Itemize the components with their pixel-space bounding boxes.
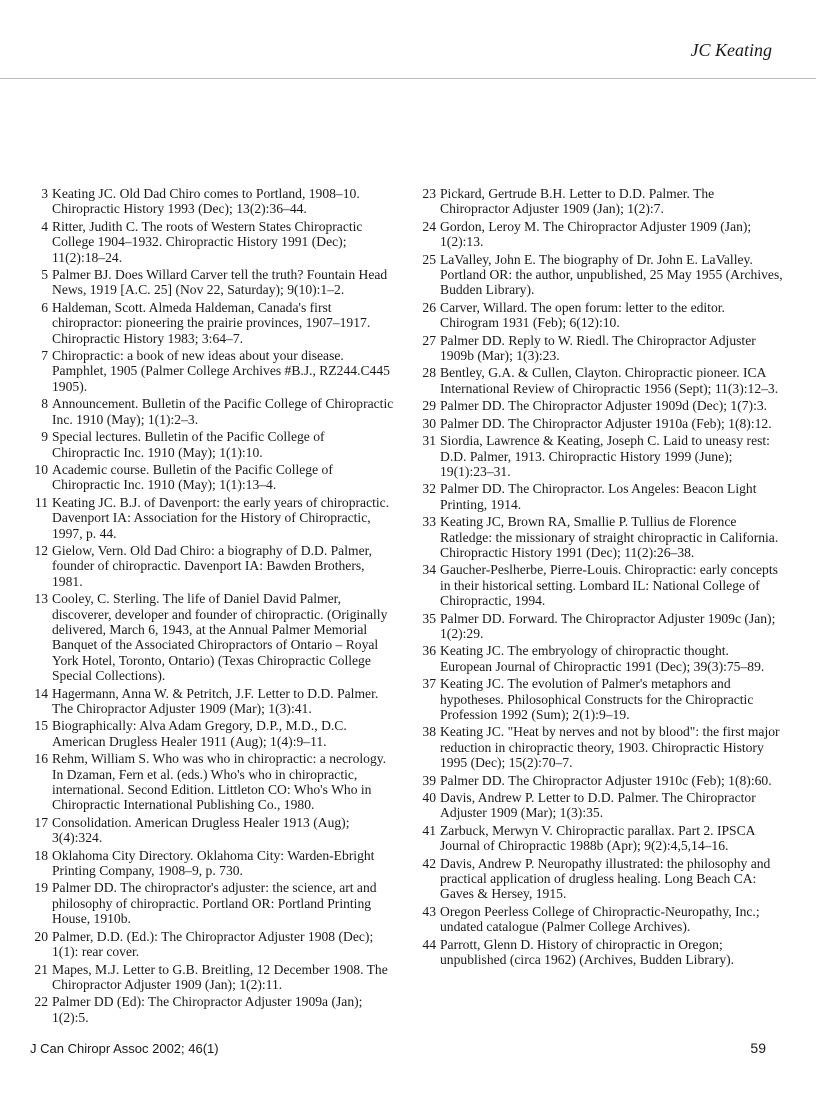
reference-number: 43 — [422, 903, 436, 919]
reference-text: Announcement. Bulletin of the Pacific College of Chiropractic Inc. 1910 (May); 1(1):2–3. — [52, 396, 394, 427]
reference-item — [418, 365, 784, 396]
references-right-column — [418, 186, 784, 970]
reference-item — [418, 937, 784, 968]
reference-text: Davis, Andrew P. Neuropathy illustrated: the philosophy and practical application of drugless healing. Long Beach CA: Gaves & Hersey, 1915. — [440, 855, 771, 902]
reference-item — [30, 429, 394, 460]
references-left-column — [30, 186, 394, 1027]
reference-number: 5 — [41, 267, 48, 283]
reference-text: Siordia, Lawrence & Keating, Joseph C. Laid to uneasy rest: D.D. Palmer, 1913. Chiropractic History 1999 (June); 19(1):23–31. — [440, 433, 770, 479]
reference-number: 11 — [34, 494, 48, 510]
reference-item — [418, 724, 784, 770]
reference-number: 21 — [34, 961, 48, 977]
reference-item — [30, 396, 394, 427]
reference-item — [30, 815, 394, 846]
reference-number: 10 — [34, 461, 48, 477]
reference-text: Davis, Andrew P. Letter to D.D. Palmer. The Chiropractor Adjuster 1909 (Mar); 1(3):35. — [440, 790, 756, 821]
reference-item — [418, 300, 784, 331]
reference-number: 32 — [422, 481, 436, 497]
reference-item — [418, 773, 784, 788]
reference-item — [418, 219, 784, 250]
reference-number: 13 — [34, 591, 48, 607]
reference-text: Cooley, C. Sterling. The life of Daniel David Palmer, discoverer, developer and founder of chiropractic. (Originally delivered, March 6, 1943, at the Annual Palmer Memorial Banquet of the Associated Chiropractors of Ontario – Royal York Hotel, Toronto, Ontario) (Texas Chiropractic College Special Collections). — [52, 591, 388, 684]
reference-text: Palmer DD. Reply to W. Riedl. The Chiropractor Adjuster 1909b (Mar); 1(3):23. — [440, 332, 756, 364]
reference-text: Keating JC. Old Dad Chiro comes to Portland, 1908–10. Chiropractic History 1993 (Dec); 13(2):36–44. — [52, 186, 360, 217]
reference-text: Palmer DD. The Chiropractor Adjuster 1910c (Feb); 1(8):60. — [440, 772, 772, 788]
reference-item — [30, 962, 394, 993]
reference-text: Palmer DD. The Chiropractor. Los Angeles: Beacon Light Printing, 1914. — [440, 481, 757, 512]
reference-item — [30, 462, 394, 493]
reference-text: Palmer DD. The Chiropractor Adjuster 1909d (Dec); 1(7):3. — [440, 398, 768, 414]
reference-number: 12 — [34, 542, 48, 558]
reference-item — [418, 481, 784, 512]
reference-item — [418, 416, 784, 431]
reference-number: 16 — [34, 751, 48, 767]
reference-text: Academic course. Bulletin of the Pacific College of Chiropractic Inc. 1910 (May); 1(1):13–4. — [52, 461, 333, 493]
reference-item — [30, 300, 394, 346]
reference-text: Biographically: Alva Adam Gregory, D.P., M.D., D.C. American Drugless Healer 1911 (Aug); 1(4):9–11. — [52, 718, 347, 749]
reference-item — [418, 433, 784, 479]
reference-number: 44 — [422, 936, 436, 952]
reference-item — [30, 929, 394, 960]
reference-item — [30, 880, 394, 926]
reference-text: Keating JC, Brown RA, Smallie P. Tullius de Florence Ratledge: the missionary of straight chiropractic in California. Chiropractic History 1991 (Dec); 11(2):26–38. — [440, 514, 779, 560]
reference-text: Carver, Willard. The open forum: letter to the editor. Chirogram 1931 (Feb); 6(12):10. — [440, 299, 725, 331]
reference-item — [30, 495, 394, 541]
reference-number: 14 — [34, 685, 48, 701]
reference-number: 26 — [422, 299, 436, 315]
reference-text: Keating JC. The evolution of Palmer's metaphors and hypotheses. Philosophical Constructs for the Chiropractic Profession 1992 (Sum); 2(1):9–19. — [440, 676, 754, 722]
reference-number: 37 — [422, 676, 436, 692]
reference-text: Ritter, Judith C. The roots of Western States Chiropractic College 1904–1932. Chiropractic History 1991 (Dec); 11(2):18–24. — [52, 218, 363, 265]
reference-text: Consolidation. American Drugless Healer 1913 (Aug); 3(4):324. — [52, 814, 350, 846]
reference-number: 3 — [41, 186, 48, 201]
reference-number: 42 — [422, 855, 436, 871]
reference-number: 22 — [34, 994, 48, 1010]
reference-text: Zarbuck, Merwyn V. Chiropractic parallax. Part 2. IPSCA Journal of Chiropractic 1988b (Apr); 9(2):4,5,14–16. — [440, 822, 755, 854]
reference-text: Gaucher-Peslherbe, Pierre-Louis. Chiropractic: early concepts in their historical setting. Lombard IL: National College of Chiropractic, 1994. — [440, 562, 778, 609]
footer-journal-citation: J Can Chiropr Assoc 2002; 46(1) — [30, 1041, 219, 1056]
reference-item — [30, 686, 394, 717]
reference-text: Palmer, D.D. (Ed.): The Chiropractor Adjuster 1908 (Dec); 1(1): rear cover. — [52, 928, 374, 960]
reference-number: 4 — [41, 218, 48, 234]
reference-text: Chiropractic: a book of new ideas about your disease. Pamphlet, 1905 (Palmer College Archives #B.J., RZ244.C445 1905). — [52, 348, 390, 394]
reference-number: 38 — [422, 724, 436, 740]
reference-text: Mapes, M.J. Letter to G.B. Breitling, 12 December 1908. The Chiropractor Adjuster 1909 (Jan); 1(2):11. — [52, 961, 388, 992]
reference-number: 40 — [422, 790, 436, 806]
reference-item — [30, 718, 394, 749]
reference-text: Parrott, Glenn D. History of chiropractic in Oregon; unpublished (circa 1962) (Archives, Budden Library). — [440, 936, 735, 968]
reference-item — [30, 591, 394, 683]
reference-item — [30, 348, 394, 394]
reference-item — [30, 994, 394, 1025]
reference-item — [418, 186, 784, 217]
reference-item — [418, 333, 784, 364]
reference-text: Gielow, Vern. Old Dad Chiro: a biography of D.D. Palmer, founder of chiropractic. Davenport IA: Bawden Brothers, 1981. — [52, 542, 372, 589]
reference-number: 15 — [34, 718, 48, 734]
reference-text: Oklahoma City Directory. Oklahoma City: Warden-Ebright Printing Company, 1908–9, p. 730. — [52, 847, 375, 879]
reference-number: 36 — [422, 643, 436, 659]
reference-text: Palmer DD. The chiropractor's adjuster: the science, art and philosophy of chiropractic. Portland OR: Portland Printing House, 1910b. — [52, 880, 377, 927]
reference-number: 23 — [422, 186, 436, 201]
reference-number: 19 — [34, 880, 48, 896]
reference-item — [418, 643, 784, 674]
reference-number: 30 — [422, 415, 436, 431]
reference-item — [418, 252, 784, 298]
reference-item — [418, 856, 784, 902]
reference-text: Gordon, Leroy M. The Chiropractor Adjuster 1909 (Jan); 1(2):13. — [440, 218, 752, 250]
reference-text: Keating JC. "Heat by nerves and not by blood": the first major reduction in chiropractic theory, 1903. Chiropractic History 1995 (Dec); 15(2):70–7. — [440, 724, 780, 771]
reference-text: Palmer BJ. Does Willard Carver tell the truth? Fountain Head News, 1919 [A.C. 25] (Nov 22, Saturday); 9(10):1–2. — [52, 267, 388, 298]
reference-number: 27 — [422, 332, 436, 348]
reference-text: Palmer DD (Ed): The Chiropractor Adjuster 1909a (Jan); 1(2):5. — [52, 994, 363, 1025]
reference-item — [30, 267, 394, 298]
reference-item — [418, 823, 784, 854]
reference-text: Bentley, G.A. & Cullen, Clayton. Chiropractic pioneer. ICA International Review of Chiropractic 1956 (Sept); 11(3):12–3. — [440, 365, 779, 396]
reference-number: 8 — [41, 396, 48, 412]
reference-number: 20 — [34, 928, 48, 944]
reference-text: Palmer DD. Forward. The Chiropractor Adjuster 1909c (Jan); 1(2):29. — [440, 610, 776, 641]
reference-number: 39 — [422, 772, 436, 788]
reference-text: Rehm, William S. Who was who in chiropractic: a necrology. In Dzaman, Fern et al. (eds.) Who's who in chiropractic, international. Second Edition. Littleton CO: Who's Who in Chiropractic International Publishing Co., 1980. — [52, 751, 387, 813]
reference-number: 35 — [422, 610, 436, 626]
reference-text: Special lectures. Bulletin of the Pacific College of Chiropractic Inc. 1910 (May); 1(1):10. — [52, 429, 325, 460]
page-number: 59 — [750, 1040, 766, 1056]
reference-number: 6 — [41, 299, 48, 315]
reference-number: 18 — [34, 847, 48, 863]
reference-text: Palmer DD. The Chiropractor Adjuster 1910a (Feb); 1(8):12. — [440, 415, 772, 431]
reference-number: 25 — [422, 251, 436, 267]
reference-item — [30, 848, 394, 879]
reference-text: LaValley, John E. The biography of Dr. John E. LaValley. Portland OR: the author, unpublished, 25 May 1955 (Archives, Budden Library). — [440, 251, 783, 298]
reference-item — [418, 790, 784, 821]
reference-number: 28 — [422, 365, 436, 381]
reference-text: Oregon Peerless College of Chiropractic-Neuropathy, Inc.; undated catalogue (Palmer College Archives). — [440, 903, 760, 935]
reference-number: 41 — [422, 822, 436, 838]
reference-text: Hagermann, Anna W. & Petritch, J.F. Letter to D.D. Palmer. The Chiropractor Adjuster 1909 (Mar); 1(3):41. — [52, 685, 379, 716]
reference-number: 17 — [34, 814, 48, 830]
reference-number: 9 — [41, 429, 48, 445]
reference-item — [30, 219, 394, 265]
reference-number: 24 — [422, 218, 436, 234]
reference-item — [418, 514, 784, 560]
reference-number: 7 — [41, 348, 48, 364]
reference-number: 31 — [422, 433, 436, 449]
reference-item — [418, 398, 784, 413]
reference-item — [418, 676, 784, 722]
header-rule — [0, 78, 816, 79]
reference-item — [30, 751, 394, 813]
running-header-author: JC Keating — [690, 40, 772, 60]
reference-item — [418, 562, 784, 608]
reference-text: Keating JC. The embryology of chiropractic thought. European Journal of Chiropractic 1991 (Dec); 39(3):75–89. — [440, 643, 765, 674]
reference-number: 33 — [422, 514, 436, 530]
reference-text: Haldeman, Scott. Almeda Haldeman, Canada's first chiropractor: pioneering the prairie provinces, 1907–1917. Chiropractic History 1983; 3:64–7. — [52, 299, 371, 346]
reference-item — [30, 543, 394, 589]
reference-item — [30, 186, 394, 217]
reference-number: 29 — [422, 398, 436, 414]
reference-text: Keating JC. B.J. of Davenport: the early years of chiropractic. Davenport IA: Association for the History of Chiropractic, 1997, p. 44. — [52, 494, 390, 541]
reference-text: Pickard, Gertrude B.H. Letter to D.D. Palmer. The Chiropractor Adjuster 1909 (Jan); 1(2):7. — [440, 186, 715, 217]
reference-item — [418, 611, 784, 642]
reference-number: 34 — [422, 562, 436, 578]
reference-item — [418, 904, 784, 935]
